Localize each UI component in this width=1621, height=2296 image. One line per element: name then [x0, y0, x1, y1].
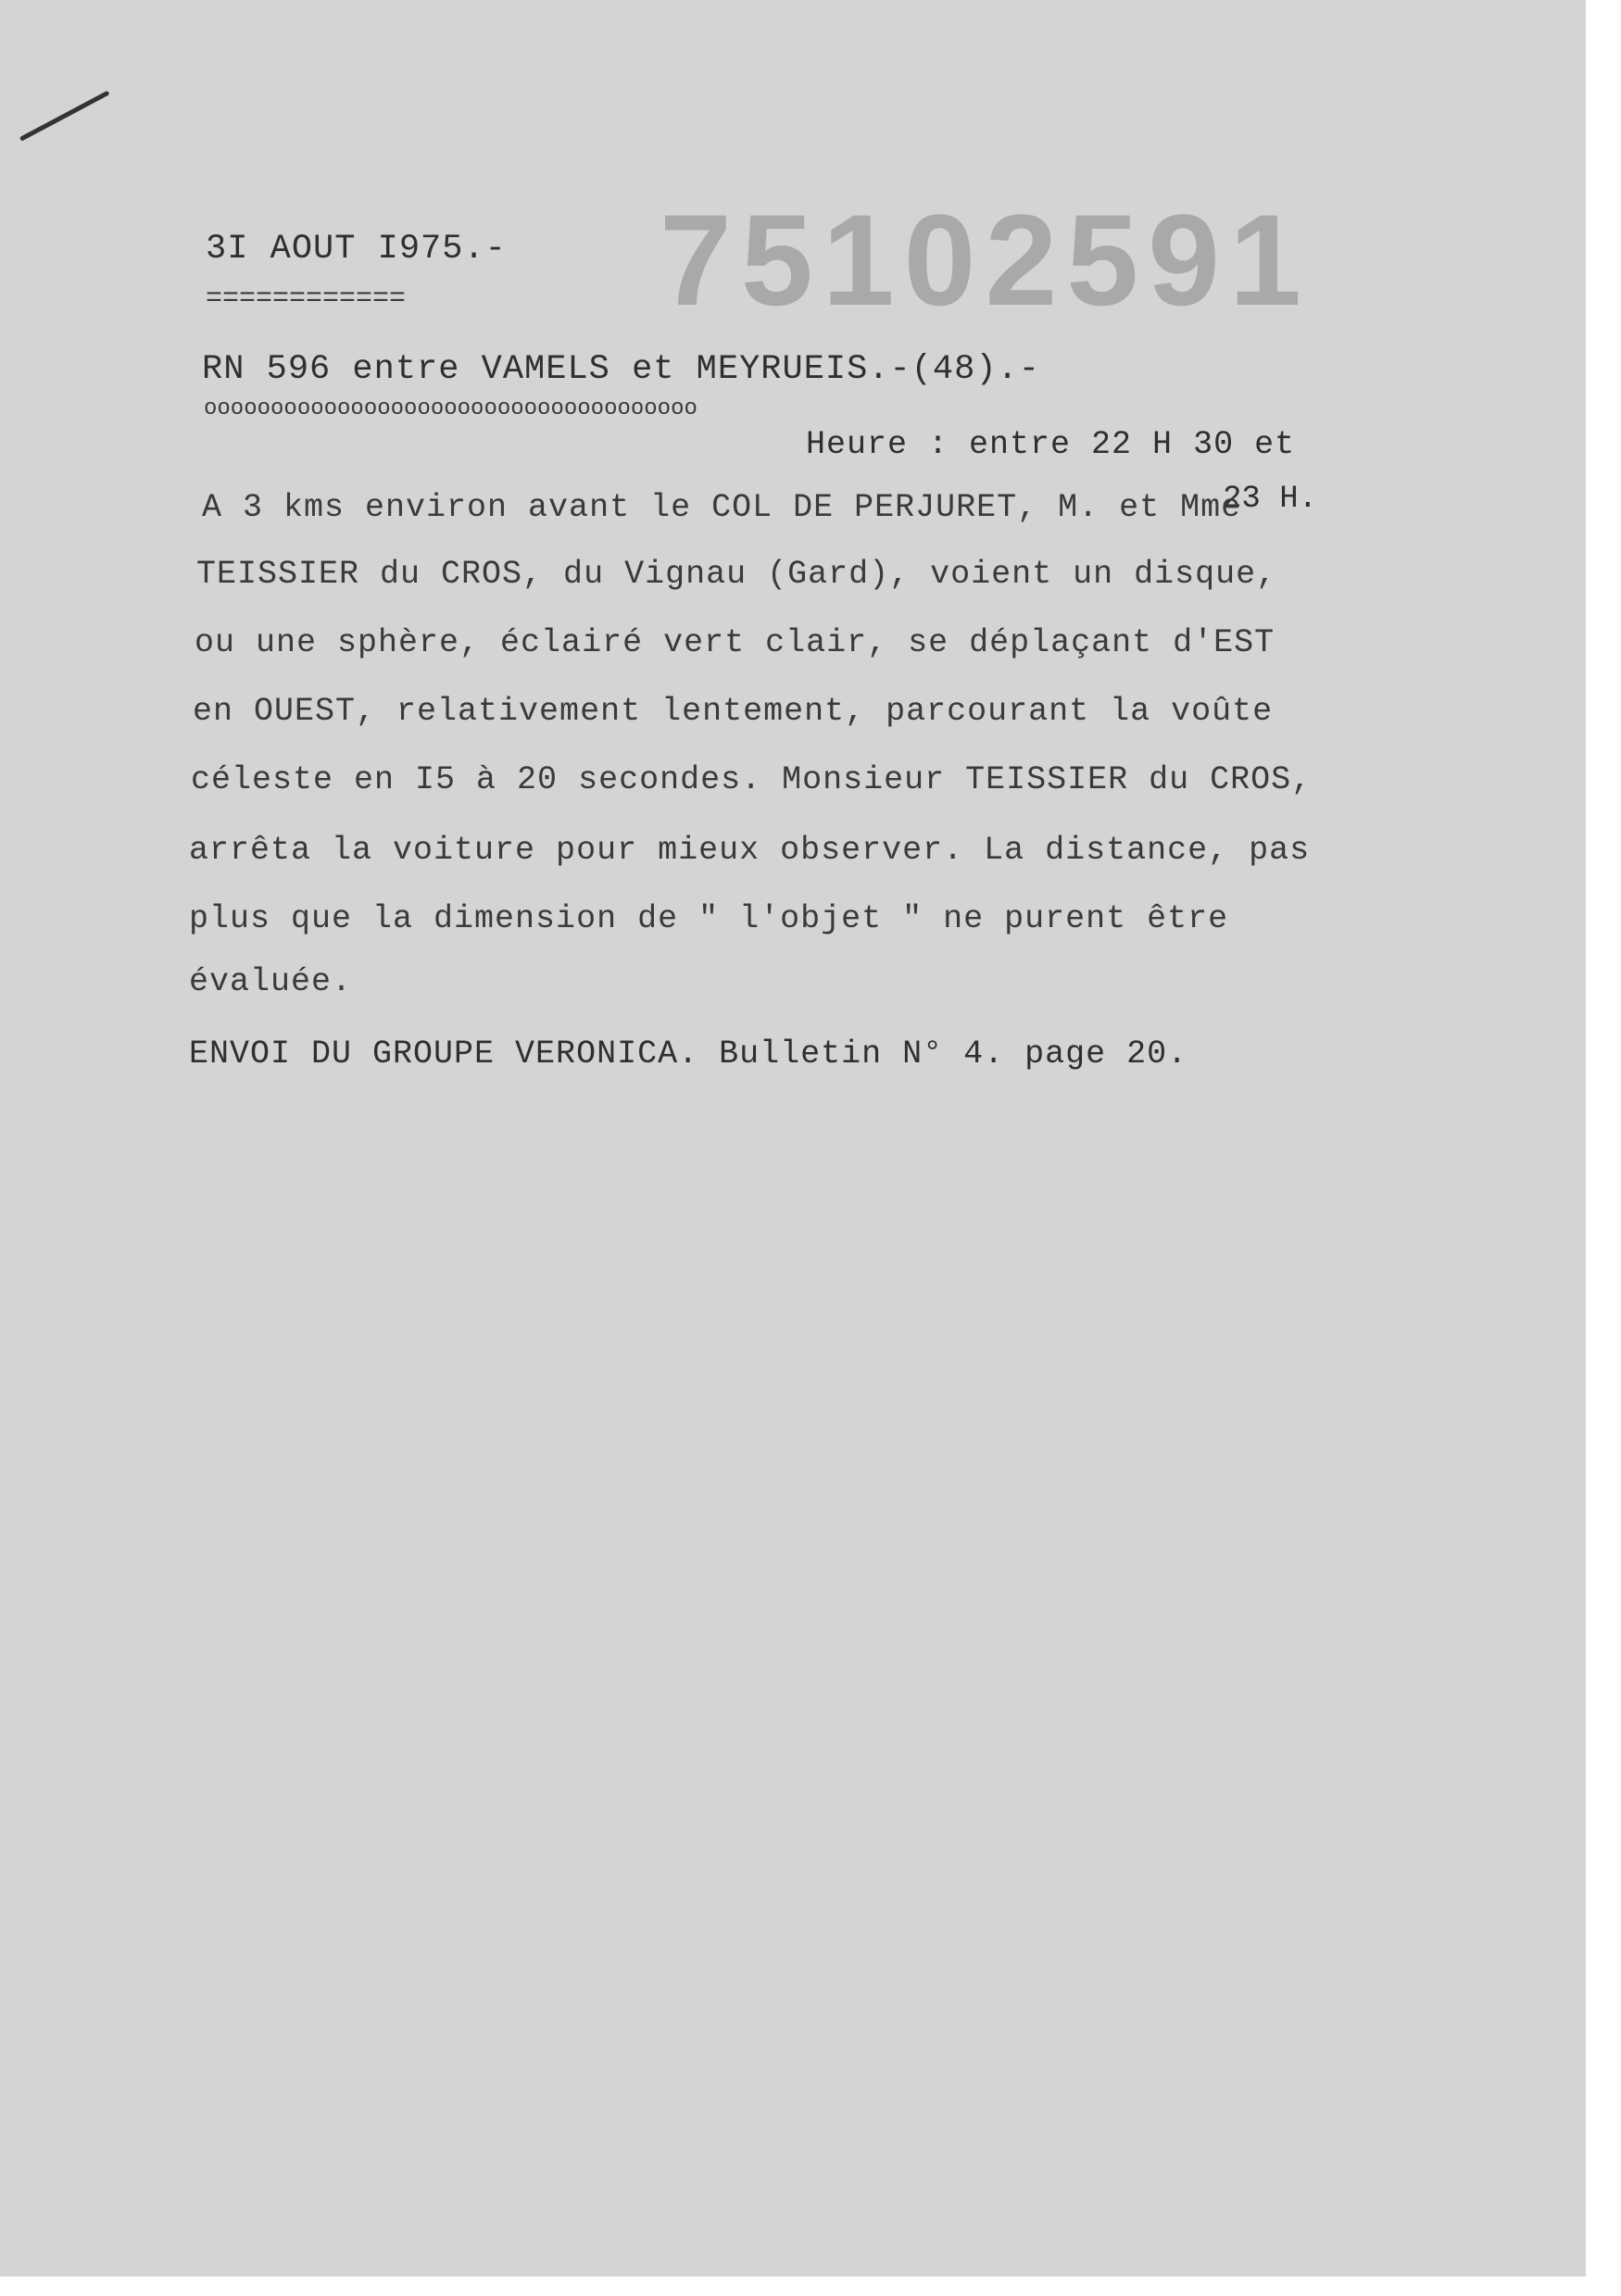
- source-line: ENVOI DU GROUPE VERONICA. Bulletin N° 4. page 20.: [189, 1035, 1188, 1073]
- body-line: en OUEST, relativement lentement, parcourant la voûte: [193, 693, 1274, 730]
- time-superscript: 23 H.: [1223, 482, 1318, 517]
- body-line: arrêta la voiture pour mieux observer. La distance, pas: [189, 832, 1311, 869]
- date-underline: ============: [206, 283, 407, 315]
- location-line: RN 596 entre VAMELS et MEYRUEIS.-(48).-: [202, 350, 1040, 389]
- scan-margin-bottom: [0, 2277, 1621, 2296]
- time-line: Heure : entre 22 H 30 et: [806, 426, 1296, 463]
- location-underline: ooooooooooooooooooooooooooooooooooooo: [204, 396, 697, 421]
- body-line: céleste en I5 à 20 secondes. Monsieur TEISSIER du CROS,: [191, 761, 1313, 798]
- report-date: 3I AOUT I975.-: [206, 230, 507, 269]
- body-line: TEISSIER du CROS, du Vignau (Gard), voient un disque,: [196, 556, 1277, 593]
- body-line: ou une sphère, éclairé vert clair, se déplaçant d'EST: [195, 624, 1275, 661]
- body-line: plus que la dimension de " l'objet " ne purent être: [189, 900, 1229, 937]
- body-line: évaluée.: [189, 963, 353, 1000]
- reference-stamp: 75102591: [660, 187, 1311, 332]
- scan-margin-right: [1586, 0, 1621, 2296]
- body-line: A 3 kms environ avant le COL DE PERJURET, M. et Mme: [202, 489, 1242, 526]
